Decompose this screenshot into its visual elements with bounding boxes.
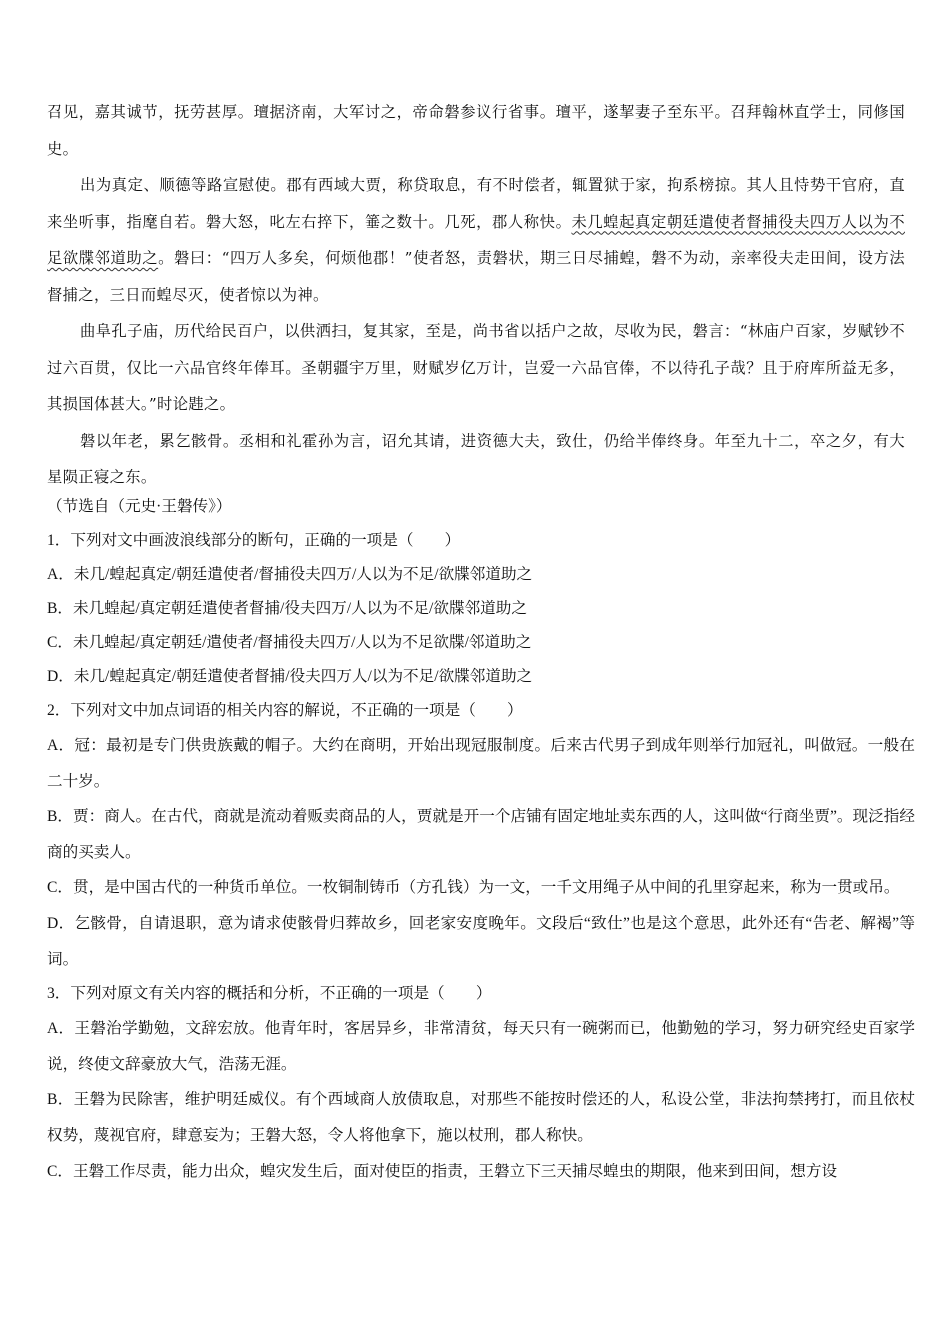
passage-paragraph-2: [47, 167, 905, 313]
paragraph-2-text-after: 。磐曰：“四万人多矣，何烦他郡！”使者怒，责磐状，期三日尽捕蝗，磐不为动，亲率役夫走田间，设方法督捕之，三日而蝗尽灭，使者惊以为神。: [47, 249, 905, 304]
question-3-stem: 3．下列对原文有关内容的概括和分析，不正确的一项是（ ）: [47, 985, 492, 1003]
question-1-option-d: D．未几/蝗起真定/朝廷遣使者督捕/役夫四万人/以为不足/欲牒邻道助之: [47, 668, 533, 685]
question-1-option-b: B．未几蝗起/真定朝廷遣使者督捕/役夫四万/人以为不足/欲牒邻道助之: [47, 600, 527, 617]
question-1-option-c: C．未几蝗起/真定朝廷/遣使者/督捕役夫四万/人以为不足欲牒/邻道助之: [47, 634, 532, 651]
source-citation: （节选自（元史·王磐传》）: [47, 498, 232, 515]
paragraph-2-text-before: 出为真定、顺德等路宣慰使。郡有西域大贾，称贷取息，有不时偿者，辄置狱于家，拘系榜掠。其人且恃势干官府，直来坐听事，指麾自若。磐大怒，叱左右捽下，箠之数十。几死，郡人称快。: [47, 176, 905, 231]
passage-paragraph-3: 曲阜孔子庙，历代给民百户，以供洒扫，复其家，至是，尚书省以括户之故，尽收为民，磐言：“林庙户百家，岁赋钞不过六百贯，仅比一六品官终年俸耳。圣朝疆宇万里，财赋岁亿万计，岂爱一六品官俸，不以待孔子哉？且于府库所益无多，其损国体甚大。”时论韪之。: [47, 322, 905, 413]
passage-paragraph-4: 磐以年老，累乞骸骨。丞相和礼霍孙为言，诏允其请，进资德大夫，致仕，仍给半俸终身。年至九十二，卒之夕，有大星陨正寝之东。: [47, 431, 905, 486]
question-3-option-a: A．王磐治学勤勉，文辞宏放。他青年时，客居异乡，非常清贫，每天只有一碗粥而已，他勤勉的学习，努力研究经史百家学说，终使文辞豪放大气，浩荡无涯。: [47, 1020, 915, 1073]
question-2-stem: 2．下列对文中加点词语的相关内容的解说，不正确的一项是（ ）: [47, 702, 523, 719]
question-1-stem: 1．下列对文中画波浪线部分的断句，正确的一项是（ ）: [47, 532, 461, 549]
question-2-option-a: A．冠：最初是专门供贵族戴的帽子。大约在商明，开始出现冠服制度。后来古代男子到成年则举行加冠礼，叫做冠。一般在二十岁。: [47, 737, 915, 790]
question-3-option-c: C．王磐工作尽责，能力出众，蝗灾发生后，面对使臣的指责，王磐立下三天捕尽蝗虫的期限，他来到田间，想方设: [47, 1162, 838, 1180]
classical-passage: [47, 94, 905, 496]
wavy-underlined-sentence: 未几蝗起真定朝廷遣使者督捕役夫四万人以为不足欲牒邻道助之: [47, 212, 905, 267]
question-2-option-b: B．贾：商人。在古代，商就是流动着贩卖商品的人，贾就是开一个店铺有固定地址卖东西的人，这叫做“行商坐贾”。现泛指经商的买卖人。: [47, 808, 915, 861]
question-2-option-d: D．乞骸骨，自请退职，意为请求使骸骨归葬故乡，回老家安度晚年。文段后“致仕”也是这个意思，此外还有“告老、解褐”等词。: [47, 914, 915, 968]
questions-section: [47, 490, 915, 1189]
question-3-option-b: B．王磐为民除害，维护明廷威仪。有个西域商人放债取息，对那些不能按时偿还的人，私设公堂，非法拘禁拷打，而且依杖权势，蔑视官府，肆意妄为；王磐大怒，令人将他拿下，施以杖刑，郡人称快。: [47, 1091, 915, 1144]
question-2-option-c: C．贯，是中国古代的一种货币单位。一枚铜制铸币（方孔钱）为一文，一千文用绳子从中间的孔里穿起来，称为一贯或吊。: [47, 879, 900, 897]
question-1-option-a: A．未几/蝗起真定/朝廷遣使者/督捕役夫四万/人以为不足/欲牒邻道助之: [47, 566, 533, 583]
passage-paragraph-1: 召见，嘉其诚节，抚劳甚厚。璮据济南，大军讨之，帝命磐参议行省事。璮平，遂挈妻子至东平。召拜翰林直学士，同修国史。: [47, 103, 905, 158]
